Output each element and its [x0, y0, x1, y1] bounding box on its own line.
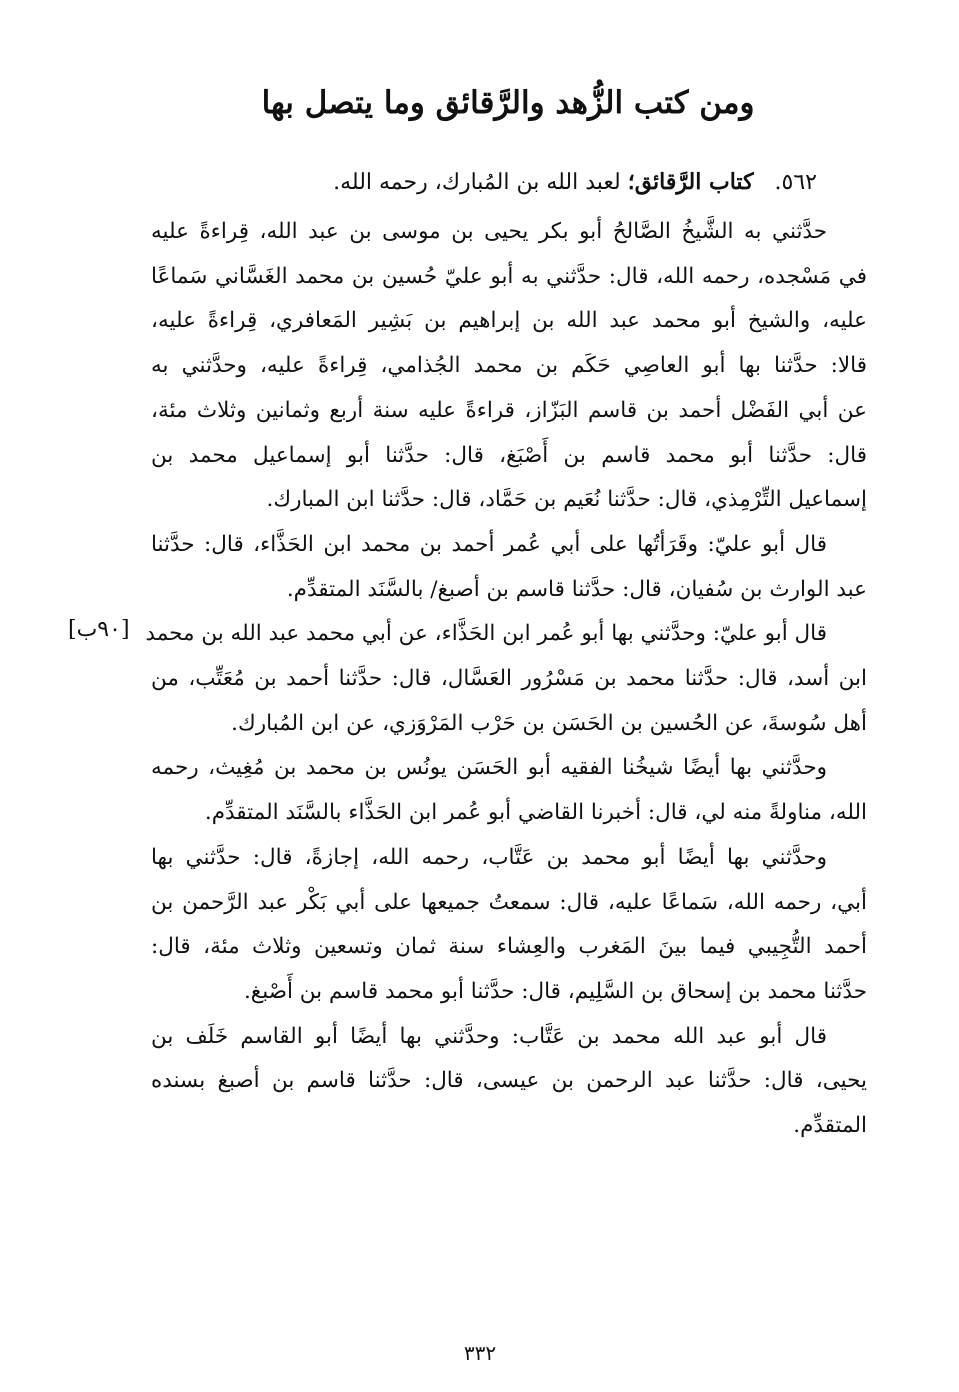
text-line: حدَّثنا محمد بن إسحاق بن السَّلِيم، قال: حدَّثنا أبو محمد قاسم بن أَصْبغ.: [243, 978, 867, 1004]
paragraph-3: [145, 612, 867, 746]
entry-title: كتاب الرَّقائق؛: [627, 169, 754, 195]
text-line: قال أبو عبد الله محمد بن عَتَّاب: وحدَّثني بها أيضًا أبو القاسم خَلَف بن: [151, 1023, 827, 1049]
text-line: أحمد التُّجِيبي فيما بينَ المَغرب والعِشاء سنة ثمان وتسعين وثلاث مئة، قال:: [151, 934, 867, 960]
text-line: في مَسْجده، رحمه الله، قال: حدَّثني به أبو عليّ حُسين بن محمد الغَسَّاني سَماعًا: [151, 263, 867, 289]
paragraph-6: [151, 1015, 867, 1149]
text-line: ابن أسد، قال: حدَّثنا محمد بن مَسْرُور العَسَّال، قال: حدَّثنا أحمد بن مُعَتِّب، من: [151, 666, 867, 692]
text-line: عن أبي الفَضْل أحمد بن قاسم البَزّاز، قراءةً عليه سنة أربع وثمانين وثلاث مئة،: [151, 397, 867, 423]
text-line: قال: حدَّثنا أبو محمد قاسم بن أَصْبَغ، قال: حدَّثنا أبو إسماعيل محمد بن: [151, 442, 867, 468]
text-line: الله، مناولةً منه لي، قال: أخبرنا القاضي أبو عُمر ابن الحَذَّاء بالسَّنَد المتقدِّم.: [204, 800, 867, 826]
text-line: المتقدِّم.: [793, 1113, 867, 1139]
folio-marker: [٩٠ب]: [68, 617, 130, 642]
section-heading: ومن كتب الزُّهد والرَّقائق وما يتصل بها: [261, 85, 755, 121]
entry-author: لعبد الله بن المُبارك، رحمه الله.: [333, 170, 621, 195]
text-line: قال أبو عليّ: وقَرَأتُها على أبي عُمر أحمد بن محمد ابن الحَذَّاء، قال: حدَّثنا: [151, 531, 827, 557]
text-line: قالا: حدَّثنا بها أبو العاصِي حَكَم بن محمد الجُذامي، قِراءةً عليه، وحدَّثني به: [151, 353, 867, 379]
text-line: يحيى، قال: حدَّثنا عبد الرحمن بن عيسى، قال: حدَّثنا قاسم بن أصبغ بسنده: [151, 1068, 867, 1094]
text-line: وحدَّثني بها أيضًا شيخُنا الفقيه أبو الحَسَن يونُس بن محمد بن مُغِيث، رحمه: [151, 755, 827, 781]
text-line: قال أبو عليّ: وحدَّثني بها أبو عُمر ابن الحَذَّاء، عن أبي محمد عبد الله بن محمد: [145, 621, 827, 647]
text-line: وحدَّثني بها أيضًا أبو محمد بن عَتَّاب، رحمه الله، إجازةً، قال: حدَّثني بها: [151, 844, 827, 870]
paragraph-1: [151, 210, 867, 523]
body-text: [145, 210, 867, 1149]
text-line: إسماعيل التِّرْمِذي، قال: حدَّثنا نُعَيم بن حَمَّاد، قال: حدَّثنا ابن المبارك.: [266, 487, 867, 513]
text-line: عليه، والشيخ أبو محمد عبد الله بن إبراهيم بن بَشِير المَعافري، قِراءةً عليه،: [151, 308, 867, 334]
text-line: حدَّثني به الشَّيخُ الصَّالحُ أبو بكر يحيى بن موسى بن عبد الله، قِراءةً عليه: [151, 219, 827, 244]
entry-number: ٥٦٢.: [774, 170, 817, 195]
paragraph-2: [151, 523, 867, 612]
text-line: أهل سُوسةَ، عن الحُسين بن الحَسَن بن حَرْب المَرْوَزي، عن ابن المُبارك.: [231, 710, 867, 736]
text-line: عبد الوارث بن سُفيان، قال: حدَّثنا قاسم بن أصبغ/ بالسَّنَد المتقدِّم.: [286, 576, 867, 602]
paragraph-4: [151, 746, 867, 835]
paragraph-5: [151, 836, 867, 1015]
page-number: ٣٣٢: [463, 1341, 497, 1365]
text-line: أبي، رحمه الله، سَماعًا عليه، قال: سمعتُ جميعها على أبي بَكْر عبد الرَّحمن بن: [151, 889, 867, 915]
entry-line: [177, 162, 817, 203]
